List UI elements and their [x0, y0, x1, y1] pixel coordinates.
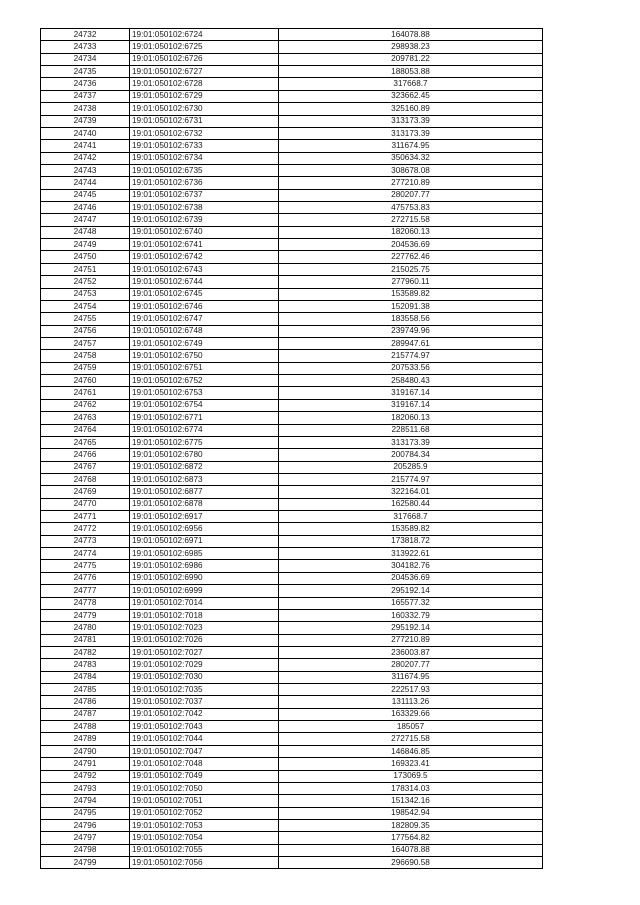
row-number-cell: 24780	[41, 622, 130, 634]
cadastral-value-table	[40, 28, 543, 869]
row-number-cell: 24790	[41, 745, 130, 757]
cadastral-value-cell: 182060.13	[279, 226, 543, 238]
table-row	[41, 560, 543, 572]
table-row	[41, 350, 543, 362]
cadastral-number-cell: 19:01:050102:7053	[130, 820, 279, 832]
row-number-cell: 24739	[41, 115, 130, 127]
cadastral-value-cell: 151342.16	[279, 795, 543, 807]
table-row	[41, 684, 543, 696]
cadastral-number-cell: 19:01:050102:6729	[130, 90, 279, 102]
cadastral-number-cell: 19:01:050102:7030	[130, 671, 279, 683]
row-number-cell: 24732	[41, 29, 130, 41]
table-row	[41, 535, 543, 547]
cadastral-value-cell: 350634.32	[279, 152, 543, 164]
cadastral-number-cell: 19:01:050102:6733	[130, 140, 279, 152]
cadastral-value-cell: 152091.38	[279, 300, 543, 312]
cadastral-value-cell: 182060.13	[279, 412, 543, 424]
row-number-cell: 24793	[41, 782, 130, 794]
cadastral-value-cell: 173818.72	[279, 535, 543, 547]
cadastral-value-cell: 215774.97	[279, 350, 543, 362]
table-body	[41, 29, 543, 869]
cadastral-number-cell: 19:01:050102:6739	[130, 214, 279, 226]
row-number-cell: 24744	[41, 177, 130, 189]
table-row	[41, 66, 543, 78]
row-number-cell: 24769	[41, 486, 130, 498]
cadastral-value-cell: 198542.94	[279, 807, 543, 819]
cadastral-value-cell: 200784.34	[279, 449, 543, 461]
row-number-cell: 24797	[41, 832, 130, 844]
row-number-cell: 24750	[41, 251, 130, 263]
cadastral-number-cell: 19:01:050102:6774	[130, 424, 279, 436]
cadastral-number-cell: 19:01:050102:6734	[130, 152, 279, 164]
cadastral-number-cell: 19:01:050102:6746	[130, 300, 279, 312]
cadastral-value-cell: 204536.69	[279, 572, 543, 584]
cadastral-number-cell: 19:01:050102:6749	[130, 337, 279, 349]
cadastral-value-cell: 165577.32	[279, 597, 543, 609]
table-row	[41, 313, 543, 325]
cadastral-number-cell: 19:01:050102:7050	[130, 782, 279, 794]
cadastral-value-cell: 164078.88	[279, 844, 543, 856]
cadastral-number-cell: 19:01:050102:6742	[130, 251, 279, 263]
table-row	[41, 696, 543, 708]
row-number-cell: 24783	[41, 659, 130, 671]
row-number-cell: 24779	[41, 609, 130, 621]
cadastral-value-cell: 204536.69	[279, 239, 543, 251]
row-number-cell: 24761	[41, 387, 130, 399]
cadastral-number-cell: 19:01:050102:6747	[130, 313, 279, 325]
row-number-cell: 24763	[41, 412, 130, 424]
table-row	[41, 436, 543, 448]
cadastral-number-cell: 19:01:050102:6917	[130, 511, 279, 523]
cadastral-value-cell: 182809.35	[279, 820, 543, 832]
cadastral-value-cell: 289947.61	[279, 337, 543, 349]
row-number-cell: 24733	[41, 41, 130, 53]
row-number-cell: 24774	[41, 548, 130, 560]
row-number-cell: 24734	[41, 53, 130, 65]
table-row	[41, 251, 543, 263]
cadastral-value-cell: 185057	[279, 721, 543, 733]
row-number-cell: 24735	[41, 66, 130, 78]
cadastral-value-cell: 222517.93	[279, 684, 543, 696]
cadastral-number-cell: 19:01:050102:6731	[130, 115, 279, 127]
table-row	[41, 399, 543, 411]
table-row	[41, 609, 543, 621]
table-row	[41, 103, 543, 115]
row-number-cell: 24785	[41, 684, 130, 696]
row-number-cell: 24788	[41, 721, 130, 733]
row-number-cell: 24749	[41, 239, 130, 251]
cadastral-number-cell: 19:01:050102:6730	[130, 103, 279, 115]
table-row	[41, 585, 543, 597]
row-number-cell: 24786	[41, 696, 130, 708]
row-number-cell: 24791	[41, 758, 130, 770]
cadastral-number-cell: 19:01:050102:6724	[130, 29, 279, 41]
cadastral-value-cell: 183558.56	[279, 313, 543, 325]
cadastral-value-cell: 319167.14	[279, 387, 543, 399]
cadastral-number-cell: 19:01:050102:6999	[130, 585, 279, 597]
cadastral-number-cell: 19:01:050102:6873	[130, 473, 279, 485]
cadastral-value-cell: 205285.9	[279, 461, 543, 473]
cadastral-value-cell: 319167.14	[279, 399, 543, 411]
row-number-cell: 24798	[41, 844, 130, 856]
row-number-cell: 24789	[41, 733, 130, 745]
cadastral-value-cell: 153589.82	[279, 523, 543, 535]
table-row	[41, 115, 543, 127]
cadastral-number-cell: 19:01:050102:6753	[130, 387, 279, 399]
table-row	[41, 634, 543, 646]
cadastral-value-cell: 164078.88	[279, 29, 543, 41]
cadastral-value-cell: 311674.95	[279, 140, 543, 152]
cadastral-number-cell: 19:01:050102:6878	[130, 498, 279, 510]
row-number-cell: 24770	[41, 498, 130, 510]
cadastral-number-cell: 19:01:050102:7044	[130, 733, 279, 745]
cadastral-value-cell: 313173.39	[279, 436, 543, 448]
row-number-cell: 24746	[41, 202, 130, 214]
table-row	[41, 424, 543, 436]
table-row	[41, 263, 543, 275]
table-row	[41, 214, 543, 226]
table-row	[41, 597, 543, 609]
table-row	[41, 325, 543, 337]
cadastral-number-cell: 19:01:050102:6726	[130, 53, 279, 65]
row-number-cell: 24758	[41, 350, 130, 362]
cadastral-number-cell: 19:01:050102:6751	[130, 362, 279, 374]
cadastral-number-cell: 19:01:050102:7054	[130, 832, 279, 844]
row-number-cell: 24756	[41, 325, 130, 337]
table-row	[41, 498, 543, 510]
cadastral-number-cell: 19:01:050102:6956	[130, 523, 279, 535]
table-row	[41, 486, 543, 498]
cadastral-number-cell: 19:01:050102:7029	[130, 659, 279, 671]
cadastral-value-cell: 188053.88	[279, 66, 543, 78]
cadastral-value-cell: 169323.41	[279, 758, 543, 770]
table-row	[41, 276, 543, 288]
cadastral-value-cell: 227762.46	[279, 251, 543, 263]
cadastral-number-cell: 19:01:050102:6872	[130, 461, 279, 473]
cadastral-number-cell: 19:01:050102:6741	[130, 239, 279, 251]
cadastral-number-cell: 19:01:050102:7051	[130, 795, 279, 807]
cadastral-number-cell: 19:01:050102:6985	[130, 548, 279, 560]
row-number-cell: 24775	[41, 560, 130, 572]
cadastral-number-cell: 19:01:050102:7052	[130, 807, 279, 819]
table-row	[41, 177, 543, 189]
cadastral-number-cell: 19:01:050102:7018	[130, 609, 279, 621]
cadastral-value-cell: 277210.89	[279, 177, 543, 189]
table-row	[41, 721, 543, 733]
cadastral-value-cell: 308678.08	[279, 164, 543, 176]
cadastral-value-cell: 236003.87	[279, 646, 543, 658]
cadastral-number-cell: 19:01:050102:7043	[130, 721, 279, 733]
table-row	[41, 189, 543, 201]
table-row	[41, 671, 543, 683]
cadastral-number-cell: 19:01:050102:7027	[130, 646, 279, 658]
table-row	[41, 288, 543, 300]
table-row	[41, 362, 543, 374]
cadastral-value-cell: 146846.85	[279, 745, 543, 757]
row-number-cell: 24762	[41, 399, 130, 411]
table-row	[41, 473, 543, 485]
cadastral-value-cell: 239749.96	[279, 325, 543, 337]
table-row	[41, 41, 543, 53]
cadastral-value-cell: 277960.11	[279, 276, 543, 288]
table-row	[41, 646, 543, 658]
cadastral-value-cell: 280207.77	[279, 189, 543, 201]
cadastral-value-cell: 207533.56	[279, 362, 543, 374]
table-row	[41, 461, 543, 473]
row-number-cell: 24752	[41, 276, 130, 288]
table-row	[41, 300, 543, 312]
cadastral-value-cell: 163329.66	[279, 708, 543, 720]
cadastral-number-cell: 19:01:050102:6748	[130, 325, 279, 337]
row-number-cell: 24738	[41, 103, 130, 115]
cadastral-value-cell: 280207.77	[279, 659, 543, 671]
cadastral-value-cell: 317668.7	[279, 78, 543, 90]
cadastral-value-cell: 313173.39	[279, 127, 543, 139]
row-number-cell: 24766	[41, 449, 130, 461]
cadastral-value-cell: 317668.7	[279, 511, 543, 523]
cadastral-number-cell: 19:01:050102:6771	[130, 412, 279, 424]
cadastral-number-cell: 19:01:050102:7035	[130, 684, 279, 696]
cadastral-value-cell: 131113.26	[279, 696, 543, 708]
cadastral-number-cell: 19:01:050102:6775	[130, 436, 279, 448]
cadastral-number-cell: 19:01:050102:7056	[130, 857, 279, 869]
row-number-cell: 24784	[41, 671, 130, 683]
cadastral-number-cell: 19:01:050102:6727	[130, 66, 279, 78]
table-row	[41, 140, 543, 152]
table-row	[41, 807, 543, 819]
row-number-cell: 24778	[41, 597, 130, 609]
table-row	[41, 659, 543, 671]
table-row	[41, 844, 543, 856]
cadastral-number-cell: 19:01:050102:7023	[130, 622, 279, 634]
row-number-cell: 24751	[41, 263, 130, 275]
row-number-cell: 24755	[41, 313, 130, 325]
row-number-cell: 24760	[41, 375, 130, 387]
row-number-cell: 24737	[41, 90, 130, 102]
cadastral-number-cell: 19:01:050102:6738	[130, 202, 279, 214]
cadastral-number-cell: 19:01:050102:6728	[130, 78, 279, 90]
row-number-cell: 24742	[41, 152, 130, 164]
cadastral-value-cell: 209781.22	[279, 53, 543, 65]
cadastral-number-cell: 19:01:050102:6750	[130, 350, 279, 362]
cadastral-number-cell: 19:01:050102:7037	[130, 696, 279, 708]
cadastral-value-cell: 311674.95	[279, 671, 543, 683]
table-row	[41, 202, 543, 214]
row-number-cell: 24740	[41, 127, 130, 139]
row-number-cell: 24782	[41, 646, 130, 658]
row-number-cell: 24772	[41, 523, 130, 535]
table-row	[41, 857, 543, 869]
table-row	[41, 622, 543, 634]
table-row	[41, 412, 543, 424]
cadastral-value-cell: 325160.89	[279, 103, 543, 115]
table-row	[41, 523, 543, 535]
cadastral-value-cell: 272715.58	[279, 733, 543, 745]
cadastral-number-cell: 19:01:050102:6736	[130, 177, 279, 189]
table-row	[41, 127, 543, 139]
cadastral-number-cell: 19:01:050102:7049	[130, 770, 279, 782]
cadastral-number-cell: 19:01:050102:6735	[130, 164, 279, 176]
row-number-cell: 24764	[41, 424, 130, 436]
cadastral-value-cell: 323662.45	[279, 90, 543, 102]
table-row	[41, 375, 543, 387]
cadastral-number-cell: 19:01:050102:6752	[130, 375, 279, 387]
cadastral-value-cell: 295192.14	[279, 622, 543, 634]
table-row	[41, 90, 543, 102]
cadastral-value-cell: 296690.58	[279, 857, 543, 869]
cadastral-number-cell: 19:01:050102:7048	[130, 758, 279, 770]
cadastral-value-cell: 475753.83	[279, 202, 543, 214]
row-number-cell: 24743	[41, 164, 130, 176]
cadastral-number-cell: 19:01:050102:7055	[130, 844, 279, 856]
row-number-cell: 24796	[41, 820, 130, 832]
cadastral-number-cell: 19:01:050102:6877	[130, 486, 279, 498]
row-number-cell: 24753	[41, 288, 130, 300]
table-row	[41, 164, 543, 176]
cadastral-value-cell: 160332.79	[279, 609, 543, 621]
row-number-cell: 24767	[41, 461, 130, 473]
table-row	[41, 53, 543, 65]
cadastral-value-cell: 162580.44	[279, 498, 543, 510]
cadastral-number-cell: 19:01:050102:7014	[130, 597, 279, 609]
table-row	[41, 572, 543, 584]
cadastral-value-cell: 258480.43	[279, 375, 543, 387]
table-row	[41, 770, 543, 782]
table-row	[41, 337, 543, 349]
table-row	[41, 820, 543, 832]
table-row	[41, 152, 543, 164]
cadastral-number-cell: 19:01:050102:6754	[130, 399, 279, 411]
cadastral-number-cell: 19:01:050102:6780	[130, 449, 279, 461]
cadastral-value-cell: 322164.01	[279, 486, 543, 498]
cadastral-value-cell: 215025.75	[279, 263, 543, 275]
row-number-cell: 24741	[41, 140, 130, 152]
cadastral-value-cell: 228511.68	[279, 424, 543, 436]
row-number-cell: 24745	[41, 189, 130, 201]
table-row	[41, 795, 543, 807]
cadastral-number-cell: 19:01:050102:7047	[130, 745, 279, 757]
cadastral-number-cell: 19:01:050102:6732	[130, 127, 279, 139]
row-number-cell: 24754	[41, 300, 130, 312]
row-number-cell: 24792	[41, 770, 130, 782]
row-number-cell: 24795	[41, 807, 130, 819]
table-row	[41, 449, 543, 461]
cadastral-number-cell: 19:01:050102:6743	[130, 263, 279, 275]
table-row	[41, 733, 543, 745]
table-row	[41, 29, 543, 41]
cadastral-number-cell: 19:01:050102:6990	[130, 572, 279, 584]
row-number-cell: 24736	[41, 78, 130, 90]
cadastral-value-cell: 304182.76	[279, 560, 543, 572]
cadastral-number-cell: 19:01:050102:7026	[130, 634, 279, 646]
row-number-cell: 24759	[41, 362, 130, 374]
cadastral-value-cell: 313922.61	[279, 548, 543, 560]
table-row	[41, 239, 543, 251]
row-number-cell: 24768	[41, 473, 130, 485]
table-row	[41, 511, 543, 523]
cadastral-number-cell: 19:01:050102:6725	[130, 41, 279, 53]
cadastral-value-cell: 298938.23	[279, 41, 543, 53]
cadastral-value-cell: 272715.58	[279, 214, 543, 226]
cadastral-number-cell: 19:01:050102:7042	[130, 708, 279, 720]
table-row	[41, 387, 543, 399]
table-row	[41, 78, 543, 90]
cadastral-number-cell: 19:01:050102:6971	[130, 535, 279, 547]
row-number-cell: 24765	[41, 436, 130, 448]
cadastral-number-cell: 19:01:050102:6737	[130, 189, 279, 201]
row-number-cell: 24794	[41, 795, 130, 807]
row-number-cell: 24747	[41, 214, 130, 226]
row-number-cell: 24776	[41, 572, 130, 584]
cadastral-value-cell: 178314.03	[279, 782, 543, 794]
row-number-cell: 24771	[41, 511, 130, 523]
row-number-cell: 24777	[41, 585, 130, 597]
row-number-cell: 24799	[41, 857, 130, 869]
table-row	[41, 708, 543, 720]
row-number-cell: 24748	[41, 226, 130, 238]
row-number-cell: 24757	[41, 337, 130, 349]
row-number-cell: 24787	[41, 708, 130, 720]
table-row	[41, 226, 543, 238]
cadastral-value-cell: 177564.82	[279, 832, 543, 844]
cadastral-value-cell: 277210.89	[279, 634, 543, 646]
cadastral-value-cell: 295192.14	[279, 585, 543, 597]
cadastral-value-cell: 215774.97	[279, 473, 543, 485]
table-row	[41, 782, 543, 794]
table-row	[41, 832, 543, 844]
cadastral-number-cell: 19:01:050102:6744	[130, 276, 279, 288]
table-row	[41, 758, 543, 770]
table-row	[41, 548, 543, 560]
table-row	[41, 745, 543, 757]
cadastral-number-cell: 19:01:050102:6986	[130, 560, 279, 572]
row-number-cell: 24781	[41, 634, 130, 646]
cadastral-number-cell: 19:01:050102:6745	[130, 288, 279, 300]
cadastral-number-cell: 19:01:050102:6740	[130, 226, 279, 238]
cadastral-value-cell: 153589.82	[279, 288, 543, 300]
row-number-cell: 24773	[41, 535, 130, 547]
cadastral-value-cell: 313173.39	[279, 115, 543, 127]
cadastral-value-cell: 173069.5	[279, 770, 543, 782]
